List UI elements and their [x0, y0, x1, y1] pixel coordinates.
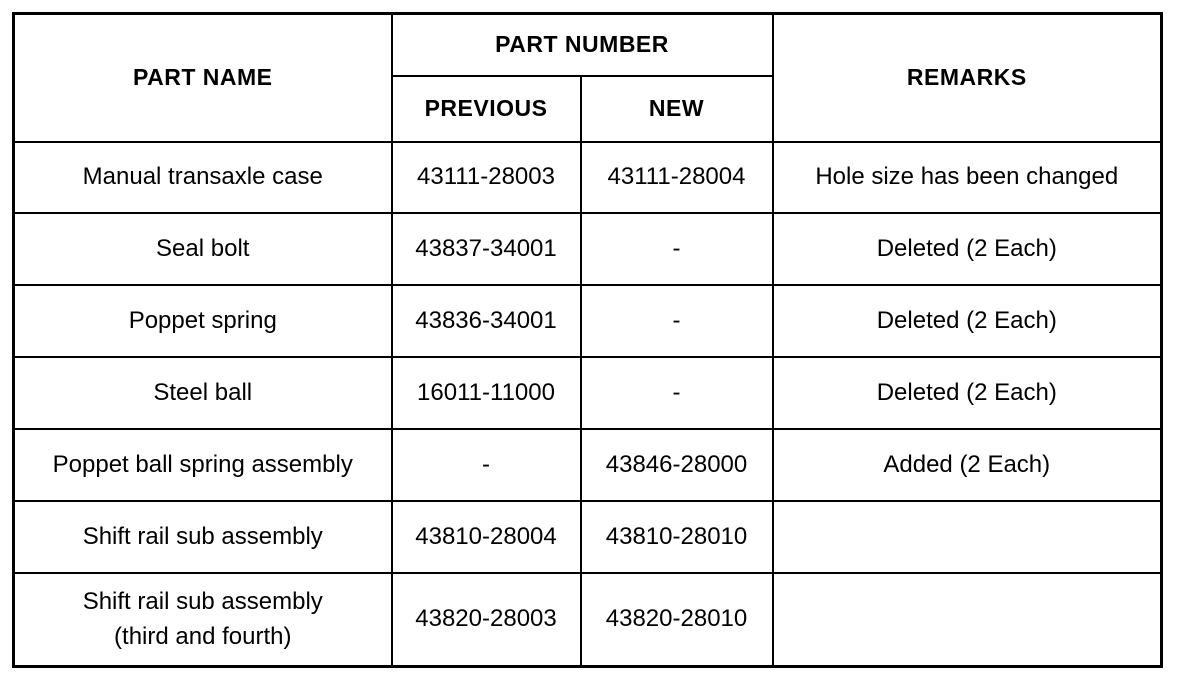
part-name-cell: Manual transaxle case [14, 142, 392, 214]
header-previous: PREVIOUS [392, 76, 581, 142]
new-number-cell: - [581, 213, 773, 285]
part-name-cell: Poppet spring [14, 285, 392, 357]
remarks-cell: Deleted (2 Each) [773, 213, 1162, 285]
remarks-cell: Deleted (2 Each) [773, 285, 1162, 357]
previous-number-cell: 43820-28003 [392, 573, 581, 666]
remarks-cell: Hole size has been changed [773, 142, 1162, 214]
new-number-cell: - [581, 357, 773, 429]
table-row [14, 357, 1162, 429]
table-row [14, 142, 1162, 214]
table-row [14, 285, 1162, 357]
header-part-number: PART NUMBER [392, 14, 773, 76]
new-number-cell: 43810-28010 [581, 501, 773, 573]
header-remarks: REMARKS [773, 14, 1162, 142]
header-row-top [14, 14, 1162, 76]
table-row [14, 429, 1162, 501]
part-name-cell: Poppet ball spring assembly [14, 429, 392, 501]
new-number-cell: 43846-28000 [581, 429, 773, 501]
previous-number-cell: 43810-28004 [392, 501, 581, 573]
previous-number-cell: 43111-28003 [392, 142, 581, 214]
header-new: NEW [581, 76, 773, 142]
parts-change-table [12, 12, 1163, 668]
new-number-cell: 43111-28004 [581, 142, 773, 214]
part-name-cell: Seal bolt [14, 213, 392, 285]
part-name-cell [14, 573, 392, 666]
table-row [14, 573, 1162, 666]
table-row [14, 501, 1162, 573]
remarks-cell [773, 501, 1162, 573]
table-row [14, 213, 1162, 285]
new-number-cell: 43820-28010 [581, 573, 773, 666]
remarks-cell: Deleted (2 Each) [773, 357, 1162, 429]
header-part-name: PART NAME [14, 14, 392, 142]
new-number-cell: - [581, 285, 773, 357]
part-name-cell: Shift rail sub assembly [14, 501, 392, 573]
previous-number-cell: 43836-34001 [392, 285, 581, 357]
previous-number-cell: 43837-34001 [392, 213, 581, 285]
remarks-cell: Added (2 Each) [773, 429, 1162, 501]
part-name-cell: Steel ball [14, 357, 392, 429]
part-name-line: (third and fourth) [114, 622, 292, 650]
part-name-line: Shift rail sub assembly [82, 587, 323, 615]
previous-number-cell: - [392, 429, 581, 501]
previous-number-cell: 16011-11000 [392, 357, 581, 429]
remarks-cell [773, 573, 1162, 666]
